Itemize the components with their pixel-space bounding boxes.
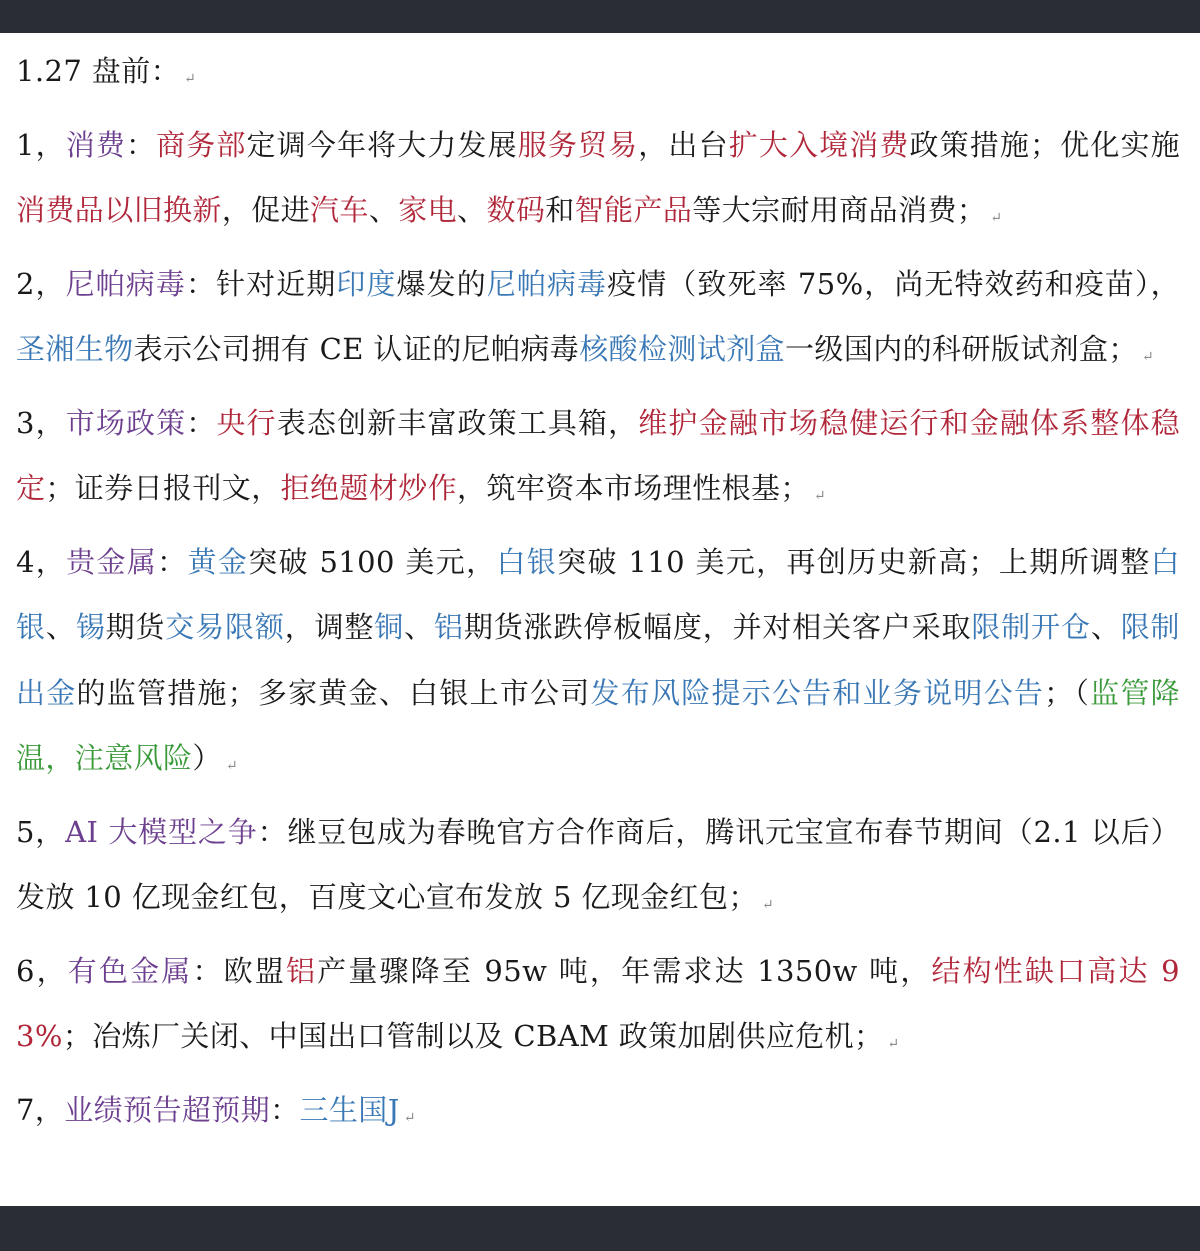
highlight-text: 尼帕病毒: [486, 266, 608, 301]
top-bar: [0, 0, 1200, 33]
paragraph-mark-icon: ↵: [887, 1036, 900, 1052]
highlight-text: 白银: [16, 544, 1180, 644]
body-text: 等大宗耐用商品消费；: [692, 193, 987, 227]
body-text: 疫情（致死率 75%，尚无特效药和疫苗），: [607, 266, 1180, 301]
paragraph-mark-icon: ↵: [403, 1109, 416, 1126]
body-text: 期货涨跌停板幅度，并对相关客户采取: [463, 610, 972, 644]
body-text: 6，: [16, 953, 68, 988]
highlight-text: 家电: [398, 193, 458, 227]
highlight-text: 交易限额: [165, 610, 285, 644]
body-text: 、: [457, 193, 487, 227]
highlight-text: 白银: [496, 544, 558, 579]
body-text: 政策措施；优化实施: [909, 127, 1180, 162]
highlight-text: 尼帕病毒: [65, 266, 186, 301]
body-text: 、: [1090, 610, 1121, 644]
highlight-text: 拒绝题材炒作: [280, 471, 458, 505]
body-text: 突破 110 美元，再创历史新高；上期所调整: [557, 544, 1151, 579]
paragraph-mark-icon: ↵: [1141, 349, 1154, 365]
highlight-text: 汽车: [310, 193, 369, 227]
paragraph-mark-icon: ↵: [184, 71, 197, 87]
paragraph-mark-icon: ↵: [813, 488, 826, 504]
body-text: ，出台: [638, 127, 729, 162]
paragraph-mark-icon: ↵: [761, 897, 774, 913]
highlight-text: 结构性缺口高达 93%: [16, 953, 1180, 1053]
highlight-text: 铜: [374, 610, 405, 644]
body-text: 和: [545, 193, 575, 227]
highlight-text: 央行: [216, 405, 277, 440]
highlight-text: 市场政策: [65, 405, 187, 440]
body-text: ）: [192, 741, 222, 775]
body-text: 3，: [16, 405, 66, 440]
highlight-text: 限制出金: [16, 610, 1180, 710]
body-text: 1，: [16, 127, 66, 162]
body-text: ，筑牢资本市场理性根基；: [457, 471, 810, 505]
highlight-text: 智能产品: [574, 193, 693, 227]
paragraph-8: [16, 1078, 1180, 1152]
highlight-text: 铝: [434, 610, 464, 644]
body-text: 一级国内的科研版试剂盒；: [785, 332, 1138, 366]
highlight-text: 维护金融市场稳健运行和金融体系整体稳定: [16, 405, 1180, 505]
paragraph-mark-icon: ↵: [990, 210, 1003, 226]
body-text: ，促进: [221, 193, 311, 227]
body-text: 、: [404, 610, 435, 644]
highlight-text: 商务部: [156, 127, 247, 162]
body-text: ：: [186, 405, 217, 440]
paragraph-1: [16, 39, 1180, 113]
paragraph-7: [16, 939, 1180, 1078]
highlight-text: 核酸检测试剂盒: [579, 332, 786, 366]
body-text: 的监管措施；多家黄金、白银上市公司: [76, 675, 591, 710]
body-text: 5，: [16, 814, 66, 849]
body-text: 7，: [16, 1092, 65, 1127]
body-text: 期货: [105, 610, 166, 644]
paragraph-mark-icon: ↵: [225, 758, 238, 774]
highlight-text: AI 大模型之争: [65, 814, 258, 849]
highlight-text: 消费品以旧换新: [16, 193, 222, 227]
document-page: [0, 33, 1200, 1206]
highlight-text: 黄金: [187, 544, 249, 579]
body-text: 、: [368, 193, 399, 227]
body-text: 1.27 盘前：: [16, 54, 180, 88]
body-text: 爆发的: [396, 266, 487, 301]
highlight-text: 贵金属: [66, 544, 158, 579]
body-text: 突破 5100 美元，: [248, 544, 497, 579]
body-text: ；冶炼厂关闭、中国出口管制以及 CBAM 政策加剧供应危机；: [62, 1019, 884, 1053]
paragraph-3: [16, 252, 1180, 391]
paragraph-6: [16, 800, 1180, 939]
highlight-text: 数码: [486, 193, 546, 227]
highlight-text: 监管降温，注意风险: [16, 675, 1180, 775]
paragraph-2: [16, 113, 1180, 252]
body-text: ：欧盟: [192, 953, 286, 988]
body-text: 表示公司拥有 CE 认证的尼帕病毒: [133, 332, 580, 366]
body-text: 表态创新丰富政策工具箱，: [276, 405, 639, 440]
bottom-bar: [0, 1206, 1200, 1251]
highlight-text: 有色金属: [67, 953, 193, 988]
paragraph-5: [16, 530, 1180, 800]
body-text: ：: [157, 544, 188, 579]
highlight-text: 业绩预告超预期: [64, 1092, 271, 1127]
body-text: ：针对近期: [185, 266, 337, 301]
highlight-text: 消费: [65, 127, 126, 162]
highlight-text: 限制开仓: [971, 610, 1091, 644]
body-text: 定调今年将大力发展: [246, 127, 518, 162]
highlight-text: 锡: [75, 610, 106, 644]
paragraph-4: [16, 391, 1180, 530]
body-text: 4，: [16, 544, 67, 579]
body-text: ；（: [1044, 675, 1091, 710]
body-text: ；证券日报刊文，: [45, 471, 281, 505]
highlight-text: J: [387, 1092, 400, 1127]
body-text: 2，: [16, 266, 66, 301]
highlight-text: 三生国: [299, 1092, 388, 1127]
highlight-text: 铝: [286, 953, 318, 988]
body-text: ：: [126, 127, 157, 162]
body-text: 产量骤降至 95w 吨，年需求达 1350w 吨，: [317, 953, 932, 988]
highlight-text: 扩大入境消费: [728, 127, 910, 162]
document-body: [16, 39, 1180, 1151]
highlight-text: 服务贸易: [517, 127, 639, 162]
body-text: ，调整: [284, 610, 375, 644]
body-text: ：: [270, 1092, 300, 1127]
highlight-text: 发布风险提示公告和业务说明公告: [590, 675, 1045, 710]
body-text: ：继豆包成为春晚官方合作商后，腾讯元宝宣布春节期间（2.1 以后）发放 10 亿现金红包，百度文心宣布发放 5 亿现金红包；: [16, 814, 1180, 914]
highlight-text: 印度: [336, 266, 397, 301]
highlight-text: 圣湘生物: [16, 332, 134, 366]
body-text: 、: [45, 610, 76, 644]
